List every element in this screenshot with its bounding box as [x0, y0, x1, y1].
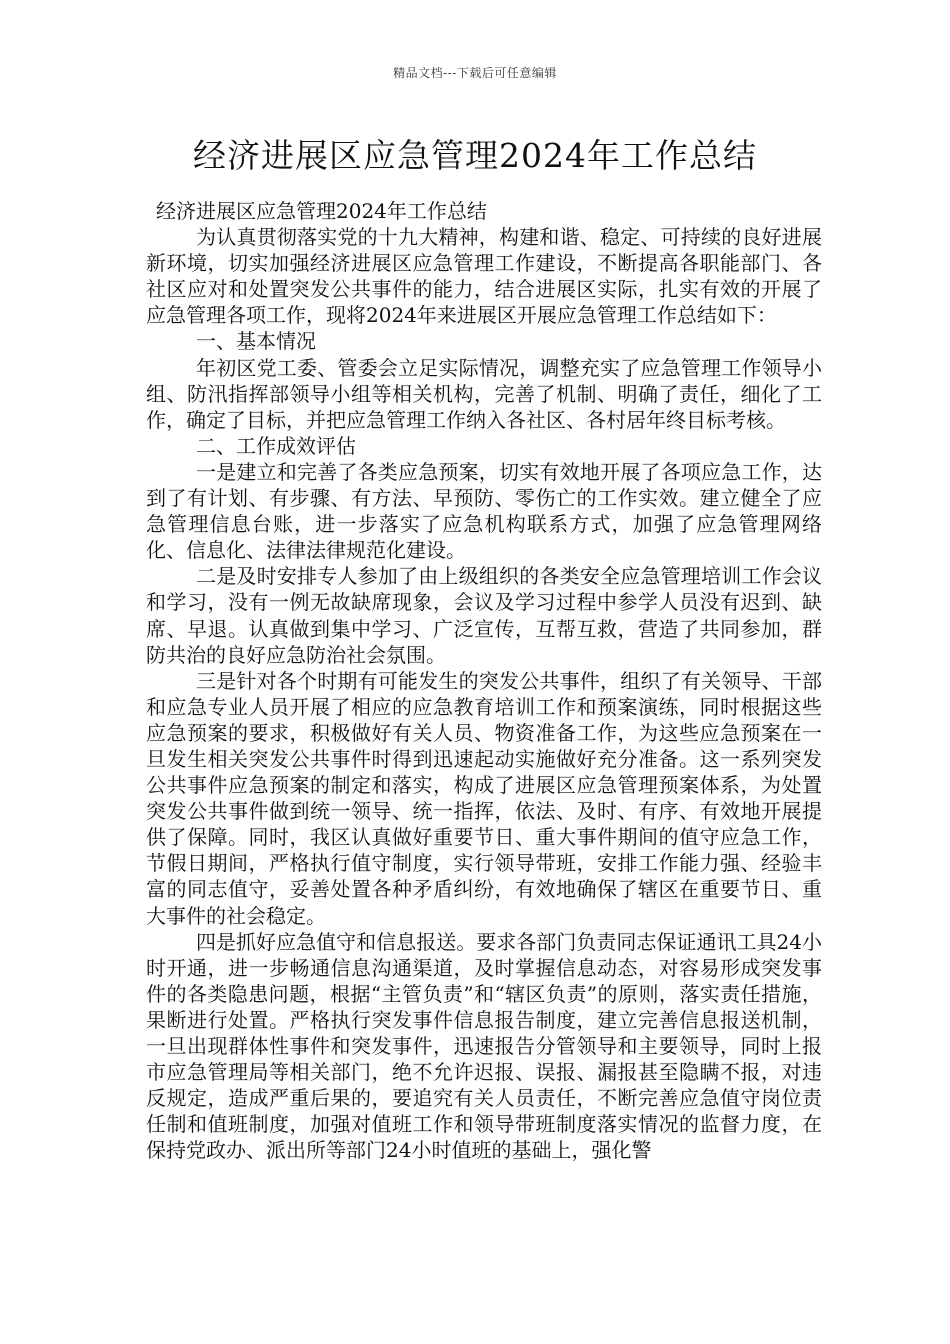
section-heading-basic-situation: 一、基本情况	[196, 329, 316, 354]
evaluation-point-4-paragraph: 四是抓好应急值守和信息报送。要求各部门负责同志保证通讯工具24小时开通，进一步畅通信息沟通渠道，及时掌握信息动态，对容易形成突发事件的各类隐患问题，根据“主管负责”和“辖区负责”的原则，落实责任措施，果断进行处置。严格执行突发事件信息报告制度，建立完善信息报送机制，一旦出现群体性事件和突发事件，迅速报告分管领导和主要领导，同时上报市应急管理局等相关部门，绝不允许迟报、误报、漏报甚至隐瞒不报，对违反规定，造成严重后果的，要追究有关人员责任，不断完善应急值守岗位责任制和值班制度，加强对值班工作和领导带班制度落实情况的监督力度，在保持党政办、派出所等部门24小时值班的基础上，强化警	[146, 929, 822, 1163]
intro-paragraph: 为认真贯彻落实党的十九大精神，构建和谐、稳定、可持续的良好进展新环境，切实加强经济进展区应急管理工作建设，不断提高各职能部门、各社区应对和处置突发公共事件的能力，结合进展区实际，扎实有效的开展了应急管理各项工作，现将2024年来进展区开展应急管理工作总结如下：	[146, 225, 822, 328]
document-body	[146, 198, 822, 1163]
page-header-note: 精品文档---下载后可任意编辑	[393, 66, 557, 80]
body-subtitle: 经济进展区应急管理2024年工作总结	[156, 199, 487, 223]
section-heading-evaluation: 二、工作成效评估	[196, 433, 356, 458]
document-title: 经济进展区应急管理2024年工作总结	[193, 136, 757, 175]
evaluation-point-3-paragraph: 三是针对各个时期有可能发生的突发公共事件，组织了有关领导、干部和应急专业人员开展了相应的应急教育培训工作和预案演练，同时根据这些应急预案的要求，积极做好有关人员、物资准备工作，为这些应急预案在一旦发生相关突发公共事件时得到迅速起动实施做好充分准备。这一系列突发公共事件应急预案的制定和落实，构成了进展区应急管理预案体系，为处置突发公共事件做到统一领导、统一指挥，依法、及时、有序、有效地开展提供了保障。同时，我区认真做好重要节日、重大事件期间的值守应急工作，节假日期间，严格执行值守制度，实行领导带班，安排工作能力强、经验丰富的同志值守，妥善处置各种矛盾纠纷，有效地确保了辖区在重要节日、重大事件的社会稳定。	[146, 668, 822, 928]
basic-situation-paragraph: 年初区党工委、管委会立足实际情况，调整充实了应急管理工作领导小组、防汛指挥部领导小组等相关机构，完善了机制、明确了责任，细化了工作，确定了目标，并把应急管理工作纳入各社区、各村居年终目标考核。	[146, 355, 822, 432]
evaluation-point-1-paragraph: 一是建立和完善了各类应急预案，切实有效地开展了各项应急工作，达到了有计划、有步骤、有方法、早预防、零伤亡的工作实效。建立健全了应急管理信息台账，进一步落实了应急机构联系方式，加强了应急管理网络化、信息化、法律法律规范化建设。	[146, 459, 822, 563]
evaluation-point-2-paragraph: 二是及时安排专人参加了由上级组织的各类安全应急管理培训工作会议和学习，没有一例无故缺席现象，会议及学习过程中参学人员没有迟到、缺席、早退。认真做到集中学习、广泛宣传，互帮互救，营造了共同参加，群防共治的良好应急防治社会氛围。	[146, 564, 822, 667]
